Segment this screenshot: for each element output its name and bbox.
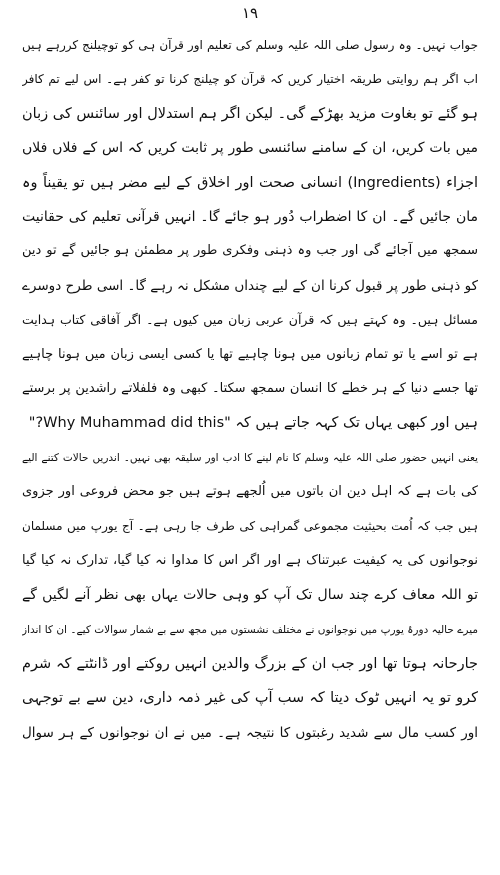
text-line: کو ذہنی طور پر قبول کرنا ان کے لیے چنداں مشکل نہ رہے گا۔ اسی طرح دوسرے xyxy=(22,277,478,294)
text-line: میرے حالیہ دورۂ یورپ میں نوجوانوں نے مختلف نشستوں میں مجھ سے بے شمار سوالات کیے۔ ان کا انداز xyxy=(22,623,478,636)
text-line: نوجوانوں کی یہ کیفیت عبرتناک ہے اور اگر اس کا مداوا نہ کیا گیا، تدارک نہ کیا گیا xyxy=(22,552,478,568)
text-line: میں بات کریں، ان کے سامنے سائنسی طور پر ثابت کریں کہ اس کے فلاں فلاں xyxy=(22,140,478,157)
text-line: جارحانہ ہوتا تھا اور جب ان کے بزرگ والدین انہیں روکتے اور ڈانٹتے کہ شرم xyxy=(22,656,478,673)
text-line: ہیں جب کہ اُمت بحیثیت مجموعی گمراہی کی طرف جا رہی ہے۔ آج یورپ میں مسلمان xyxy=(22,519,478,534)
text-line: یعنی انہیں حضور صلی اللہ علیہ وسلم کا نام لینے کا ادب اور سلیقہ بھی نہیں۔ اندریں حالات کتنے الیے xyxy=(22,451,478,464)
body-text xyxy=(22,28,478,750)
page-number: ۱۹ xyxy=(241,4,259,22)
text-line: تھا جسے دنیا کے ہر خطے کا انسان سمجھ سکتا۔ کبھی وہ فلفلاتے راشدین پر برستے xyxy=(22,380,478,396)
text-line: کرو تو یہ انہیں ٹوک دیتا کہ سب آپ کی غیر ذمہ داری، دین سے بے توجہی xyxy=(22,690,478,707)
text-line: ہے تو اسے یا تو تمام زبانوں میں ہونا چاہیے تھا یا کسی ایسی زبان میں ہونا چاہیے xyxy=(22,346,478,362)
text-line: کی بات ہے کہ اہل دین ان باتوں میں اُلجھے ہوتے ہیں جو محض فروعی اور جزوی xyxy=(22,484,478,500)
text-line: مان جائیں گے۔ ان کا اضطراب دُور ہو جائے گا۔ انہیں قرآنی تعلیم کی حقانیت xyxy=(22,208,478,225)
text-line: ہیں اور کبھی یہاں تک کہہ جاتے ہیں کہ "Why Muhammad did this?" xyxy=(28,415,478,432)
text-line: تو اللہ معاف کرے چند سال تک آپ کو وہی حالات یہاں بھی نظر آنے لگیں گے xyxy=(22,587,478,604)
text-line: اور کسب مال سے شدید رغبتوں کا نتیجہ ہے۔ میں نے ان نوجوانوں کے ہر سوال xyxy=(22,724,478,741)
text-line: اجزاء (Ingredients) انسانی صحت اور اخلاق کے لیے مضر ہیں تو یقیناً وہ xyxy=(22,174,478,191)
text-line: اب اگر ہم روایتی طریقہ اختیار کریں کہ قرآن کو چیلنج کرنا تو کفر ہے۔ اس لیے تم کافر xyxy=(22,72,478,87)
text-line: سمجھ میں آجائے گی اور جب وہ ذہنی وفکری طور پر مطمئن ہو جائیں گے تو دین xyxy=(22,243,478,259)
text-line: ہو گئے تو بغاوت مزید بھڑکے گی۔ لیکن اگر ہم استدلال اور سائنس کی زبان xyxy=(22,105,478,122)
text-line: جواب نہیں۔ وہ رسول صلی اللہ علیہ وسلم کی تعلیم اور قرآن ہی کو توچیلنج کررہے ہیں xyxy=(22,38,478,52)
text-line: مسائل ہیں۔ وہ کہتے ہیں کہ قرآن عربی زبان میں کیوں ہے۔ اگر آفاقی کتاب ہدایت xyxy=(22,312,478,328)
